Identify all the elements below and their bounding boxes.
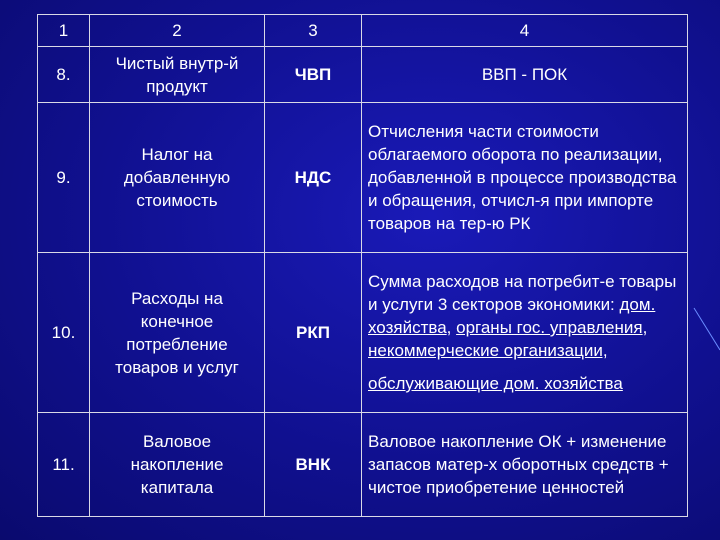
row-number: 9. (38, 103, 90, 253)
indicator-name: Чистый внутр-й продукт (90, 47, 265, 103)
indicator-abbr: ЧВП (265, 47, 362, 103)
table-row (38, 253, 688, 413)
indicator-desc (362, 253, 688, 413)
table-row (38, 413, 688, 517)
desc-text: Сумма расходов на потребит-е товары и услуги 3 секторов экономики: (368, 272, 677, 314)
indicator-abbr: РКП (265, 253, 362, 413)
table-row (38, 47, 688, 103)
indicator-desc: ВВП - ПОК (362, 47, 688, 103)
row-number: 10. (38, 253, 90, 413)
desc-link-government: органы гос. управления (456, 318, 643, 337)
indicator-desc: Валовое накопление ОК + изменение запасов матер-х оборотных средств + чистое приобретение ценностей (362, 413, 688, 517)
desc-link-nonprofit: некоммерческие организации, (368, 341, 608, 360)
desc-text: , (446, 318, 457, 337)
desc-link-households: дом. хозяйства (368, 295, 656, 337)
row-number: 8. (38, 47, 90, 103)
indicator-abbr: НДС (265, 103, 362, 253)
indicator-abbr: ВНК (265, 413, 362, 517)
header-cell-2: 2 (90, 15, 265, 47)
header-row (38, 15, 688, 47)
table-row (38, 103, 688, 253)
indicator-desc: Отчисления части стоимости облагаемого оборота по реализации, добавленной в процессе производства и обращения, отчисл-я при импорте товаров на тер-ю РК (362, 103, 688, 253)
indicator-name: Расходы на конечное потребление товаров и услуг (90, 253, 265, 413)
desc-text: , (642, 318, 648, 337)
header-cell-3: 3 (265, 15, 362, 47)
decorative-line (690, 300, 720, 380)
header-cell-4: 4 (362, 15, 688, 47)
indicator-name: Валовое накопление капитала (90, 413, 265, 517)
row-number: 11. (38, 413, 90, 517)
header-cell-1: 1 (38, 15, 90, 47)
indicator-name: Налог на добавленную стоимость (90, 103, 265, 253)
indicators-table (37, 14, 688, 517)
desc-link-serving: обслуживающие дом. хозяйства (368, 374, 623, 393)
